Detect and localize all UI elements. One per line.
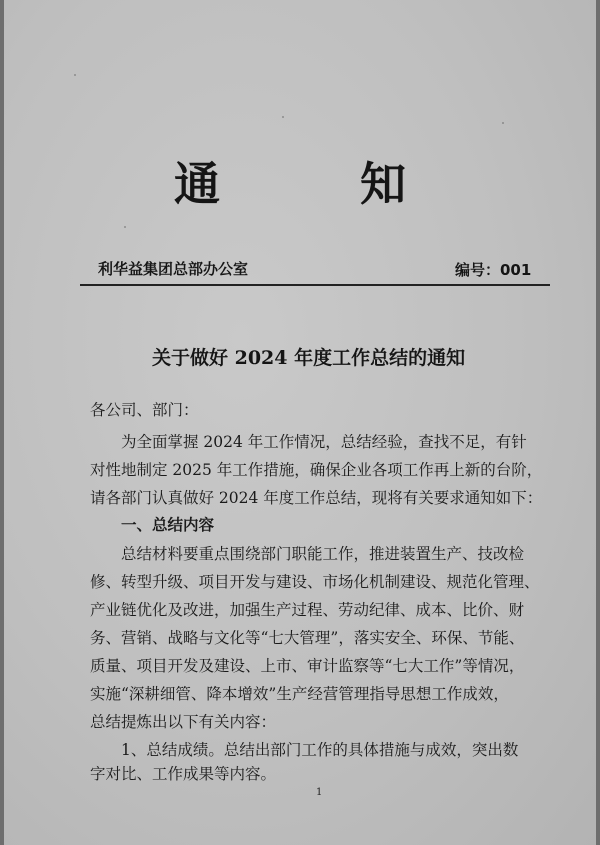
scan-speck: [124, 226, 126, 228]
document-page: [4, 0, 596, 845]
paragraph-line: 总结提炼出以下有关内容：: [90, 713, 277, 731]
paragraph-line: 产业链优化及改进，加强生产过程、劳动纪律、成本、比价、财: [90, 601, 525, 619]
heading-char-2: 知: [360, 157, 406, 211]
header-divider: [80, 284, 550, 286]
paragraph-line: 对性地制定 2025 年工作措施，确保企业各项工作再上新的台阶，: [90, 461, 543, 479]
paragraph-line: 请各部门认真做好 2024 年度工作总结，现将有关要求通知如下：: [90, 489, 543, 507]
paragraph-line: 质量、项目开发及建设、上市、审计监察等“七大工作”等情况，: [90, 657, 525, 675]
page-number: 1: [316, 787, 323, 798]
list-item-line: 1、总结成绩。总结出部门工作的具体措施与成效，突出数: [121, 741, 519, 759]
paragraph-line: 实施“深耕细管、降本增效”生产经营管理指导思想工作成效，: [90, 685, 509, 703]
salutation: 各公司、部门：: [90, 401, 199, 419]
issuer-name: 利华益集团总部办公室: [98, 260, 249, 278]
scan-speck: [74, 74, 76, 76]
notice-heading: [174, 148, 406, 214]
list-item-line: 字对比、工作成果等内容。: [90, 765, 277, 783]
document-title: 关于做好 2024 年度工作总结的通知: [152, 347, 466, 369]
paragraph-line: 总结材料要重点围绕部门职能工作，推进装置生产、技改检: [121, 545, 525, 563]
paragraph-line: 修、转型升级、项目开发与建设、市场化机制建设、规范化管理、: [90, 573, 540, 591]
scan-speck: [282, 116, 284, 118]
paragraph-line: 为全面掌握 2024 年工作情况，总结经验，查找不足，有针: [121, 433, 527, 451]
heading-char-1: 通: [174, 157, 220, 211]
document-number: 编号：001: [455, 261, 532, 279]
section-heading: 一、总结内容: [121, 516, 215, 534]
scan-speck: [502, 122, 504, 124]
paragraph-line: 务、营销、战略与文化等“七大管理”，落实安全、环保、节能、: [90, 629, 525, 647]
